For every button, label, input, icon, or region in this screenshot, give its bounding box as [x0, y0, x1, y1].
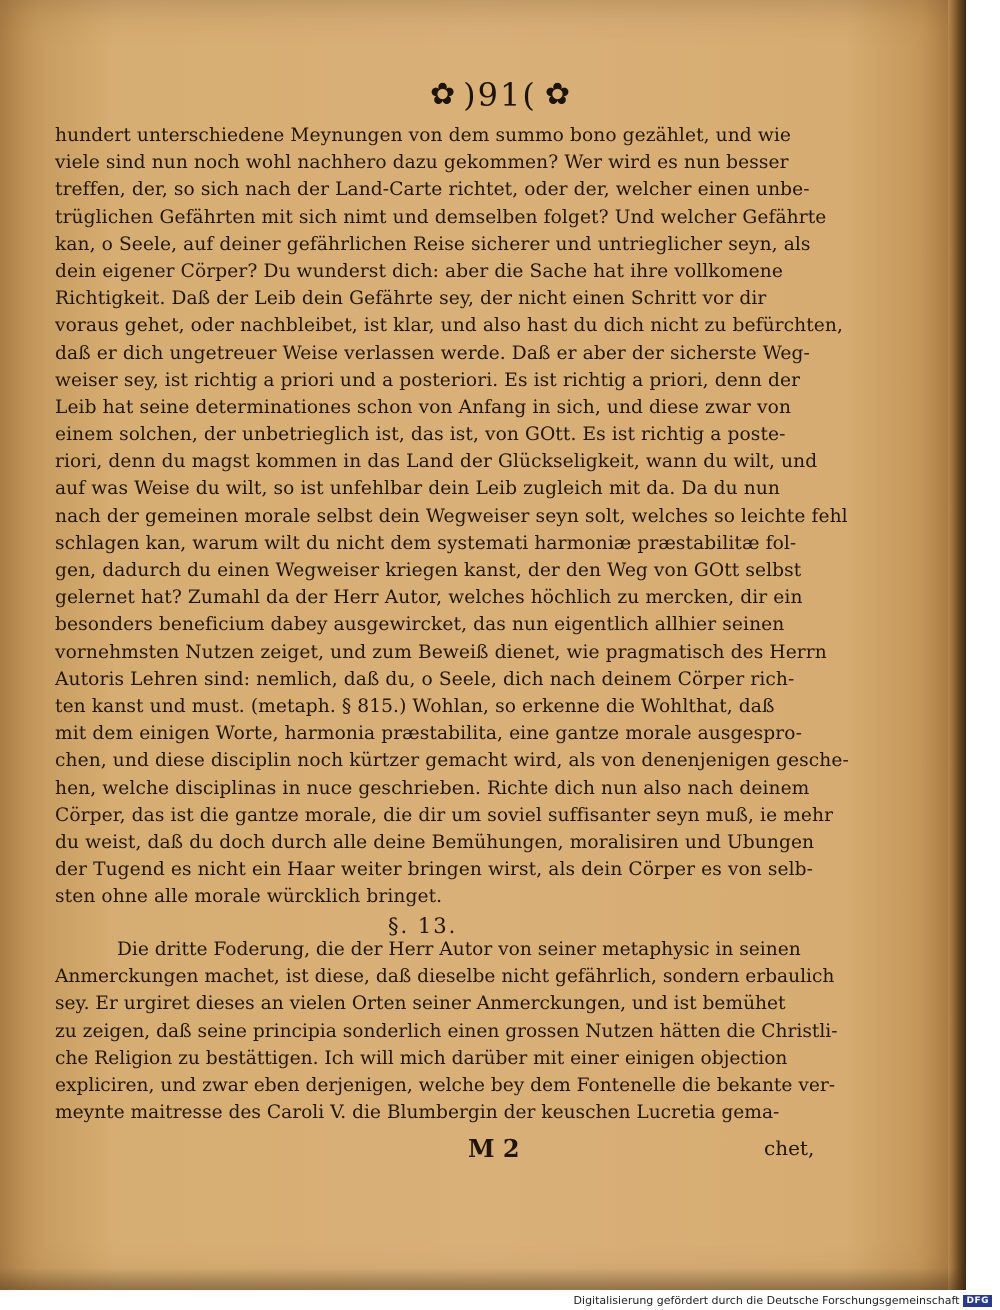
catchword: chet, — [764, 1136, 815, 1160]
text-line: sey. Er urgiret dieses an vielen Orten seiner Anmerckungen, und ist bemühet — [55, 993, 786, 1015]
text-line: sten ohne alle morale würcklich bringet. — [55, 886, 443, 908]
text-line: vornehmsten Nutzen zeiget, und zum Beweiß dienet, wie pragmatisch des Herrn — [55, 641, 827, 663]
credit-text: Digitalisierung gefördert durch die Deutsche Forschungsgemeinschaft — [573, 1294, 960, 1307]
text-line: auf was Weise du wilt, so ist unfehlbar dein Leib zugleich mit da. Da du nun — [55, 478, 780, 500]
text-line: Anmerckungen machet, ist diese, daß dieselbe nicht gefährlich, sondern erbaulich — [55, 966, 835, 988]
text-line: meynte maitresse des Caroli V. die Blumbergin der keuschen Lucretia gema- — [55, 1102, 780, 1124]
text-line: ten kanst und must. (metaph. § 815.) Wohlan, so erkenne die Wohlthat, daß — [55, 695, 775, 717]
page-header — [0, 76, 1000, 114]
text-line: Cörper, das ist die gantze morale, die dir um soviel suffisanter seyn muß, ie mehr — [55, 804, 834, 826]
ornament-right-icon: ✿ — [544, 77, 570, 112]
text-line: hundert unterschiedene Meynungen von dem summo bono gezählet, und wie — [55, 125, 791, 146]
text-line: einem solchen, der unbetrieglich ist, das ist, von GOtt. Es ist richtig a poste- — [55, 424, 786, 446]
page-edge — [948, 0, 966, 1290]
text-line: gen, dadurch du einen Wegweiser kriegen kanst, der den Weg von GOtt selbst — [55, 560, 802, 581]
text-line: nach der gemeinen morale selbst dein Wegweiser seyn solt, welches so leichte fehl — [55, 505, 848, 527]
page-bottom-shadow — [0, 1268, 966, 1290]
text-line: Leib hat seine determinationes schon von Anfang in sich, und diese zwar von — [55, 396, 792, 418]
dfg-logo-icon: DFG — [963, 1295, 992, 1307]
text-line: besonders beneficium dabey ausgewircket, das nun eigentlich allhier seinen — [55, 614, 785, 636]
dfg-credit — [574, 1294, 992, 1307]
text-line: viele sind nun noch wohl nachhero dazu gekommen? Wer wird es nun besser — [55, 152, 789, 174]
text-line: chen, und diese disciplin noch kürtzer gemacht wird, als von denenjenigen gesche- — [55, 750, 849, 772]
text-line: expliciren, und zwar eben derjenigen, welche bey dem Fontenelle die bekante ver- — [55, 1074, 835, 1096]
text-line: riori, denn du magst kommen in das Land der Glückseligkeit, wann du wilt, und — [55, 451, 818, 473]
ornament-left-icon: ✿ — [430, 77, 456, 112]
page-footer — [0, 1134, 1000, 1166]
text-line: dein eigener Cörper? Du wunderst dich: aber die Sache hat ihre vollkomene — [55, 260, 783, 282]
paragraph-1 — [55, 122, 849, 910]
text-line: mit dem einigen Worte, harmonia præstabilita, eine gantze morale ausgespro- — [55, 723, 802, 745]
text-line: trüglichen Gefährten mit sich nimt und demselben folget? Und welcher Gefährte — [55, 206, 827, 228]
text-line: voraus gehet, oder nachbleibet, ist klar, und also hast du dich nicht zu befürchten, — [55, 315, 844, 337]
signature-mark: M 2 — [468, 1134, 520, 1163]
text-line: hen, welche disciplinas in nuce geschrieben. Richte dich nun also nach deinem — [55, 777, 810, 799]
text-line: der Tugend es nicht ein Haar weiter bringen wirst, als dein Cörper es von selb- — [55, 859, 814, 881]
text-line: daß er dich ungetreuer Weise verlassen werde. Daß er aber der sicherste Weg- — [55, 342, 810, 364]
text-line: Richtigkeit. Daß der Leib dein Gefährte sey, der nicht einen Schritt vor dir — [55, 288, 767, 310]
text-line: Die dritte Foderung, die der Herr Autor von seiner metaphysic in seinen — [117, 939, 801, 960]
text-line: Autoris Lehren sind: nemlich, daß du, o Seele, dich nach deinem Cörper rich- — [55, 668, 795, 690]
text-line: treffen, der, so sich nach der Land-Carte richtet, oder der, welcher einen unbe- — [55, 179, 810, 201]
paragraph-2 — [55, 936, 838, 1126]
text-line: gelernet hat? Zumahl da der Herr Autor, welches höchlich zu mercken, dir ein — [55, 587, 803, 609]
text-line: weiser sey, ist richtig a priori und a posteriori. Es ist richtig a priori, denn der — [55, 369, 801, 391]
text-line: schlagen kan, warum wilt du nicht dem systemati harmoniæ præstabilitæ fol- — [55, 532, 797, 554]
text-line: zu zeigen, daß seine principia sonderlich einen grossen Nutzen hätten die Christli- — [55, 1020, 838, 1042]
text-line: kan, o Seele, auf deiner gefährlichen Reise sicherer und untrieglicher seyn, als — [55, 233, 811, 255]
page-number: )91( — [463, 76, 537, 114]
text-line: che Religion zu bestättigen. Ich will mich darüber mit einer einigen objection — [55, 1047, 788, 1069]
section-heading: §. 13. — [388, 914, 458, 938]
text-line: du weist, daß du doch durch alle deine Bemühungen, moralisiren und Ubungen — [55, 831, 815, 853]
